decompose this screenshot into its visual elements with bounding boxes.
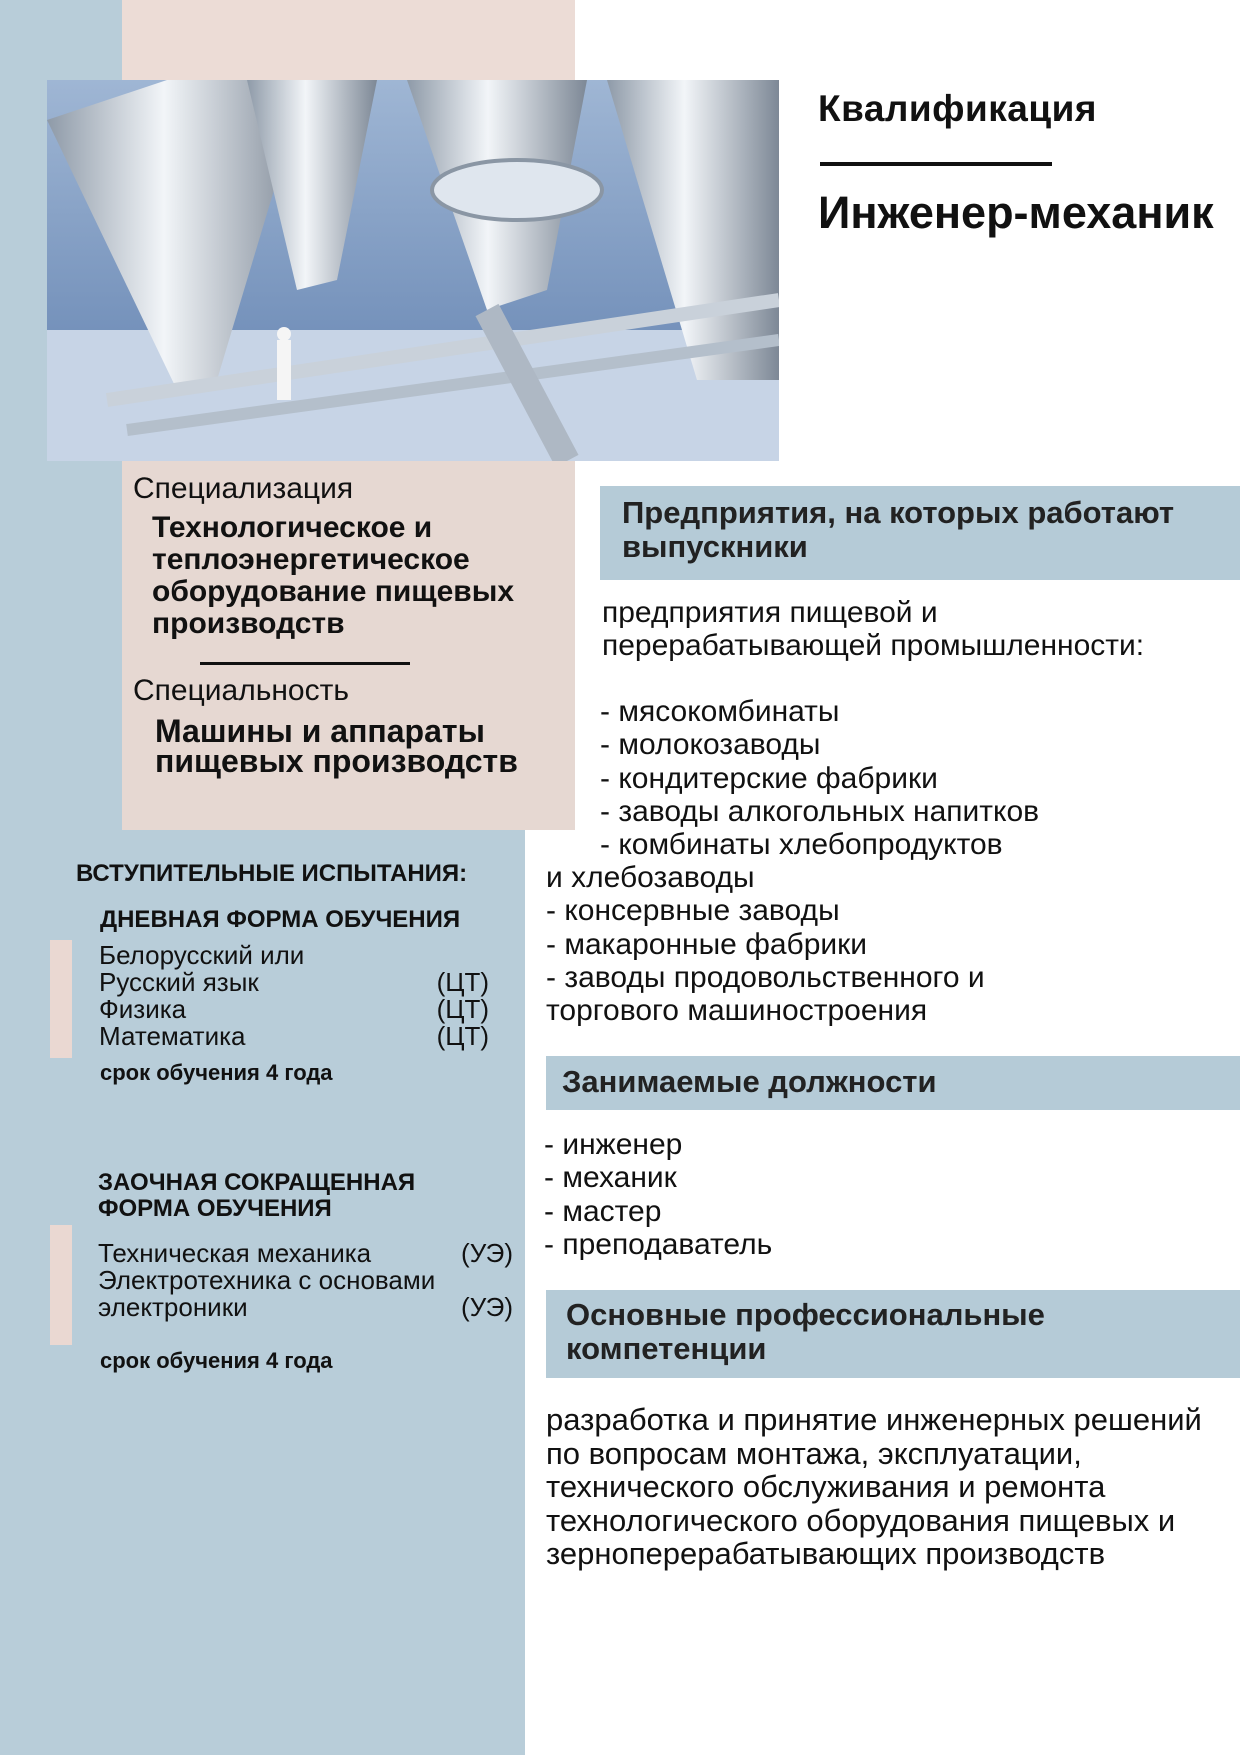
enterprises-list-continued — [546, 861, 985, 1027]
accent-strip — [50, 940, 72, 1058]
list-item: - механик — [544, 1161, 677, 1195]
positions-list — [544, 1128, 772, 1261]
accent-strip — [50, 1225, 72, 1345]
subject-row — [98, 1267, 513, 1294]
list-item: - мастер — [544, 1194, 662, 1228]
entrance-exams-title: ВСТУПИТЕЛЬНЫЕ ИСПЫТАНИЯ: — [76, 860, 468, 887]
subject-row — [99, 996, 489, 1023]
list-item: - кондитерские фабрики — [600, 761, 938, 795]
competencies-title: Основные профессиональные компетенции — [566, 1297, 1045, 1366]
competencies-text: разработка и принятие инженерных решений по вопросам монтажа, эксплуатации, технического обслуживания и ремонта технологического оборудования пищевых и зерноперерабатывающих производств — [546, 1402, 1202, 1571]
extramural-study-term: срок обучения 4 года — [100, 1348, 333, 1373]
subject-row — [99, 942, 489, 969]
subject-name: Техническая механика — [98, 1238, 372, 1268]
extramural-subjects-list — [98, 1240, 513, 1321]
subject-name: Русский язык — [99, 967, 259, 997]
list-item: - заводы алкогольных напитков — [600, 794, 1040, 828]
subject-row — [98, 1240, 513, 1267]
top-pink-panel — [122, 0, 575, 80]
subject-name: Белорусский или — [99, 940, 305, 970]
qualification-value: Инженер-механик — [818, 187, 1214, 238]
list-item: - мясокомбинаты — [600, 695, 840, 728]
qualification-label: Квалификация — [818, 88, 1097, 129]
positions-title: Занимаемые должности — [562, 1064, 937, 1099]
day-form-title: ДНЕВНАЯ ФОРМА ОБУЧЕНИЯ — [100, 906, 461, 933]
specialty-label: Специальность — [133, 674, 349, 707]
divider — [820, 162, 1052, 166]
list-item: - молокозаводы — [600, 728, 821, 762]
enterprises-intro: предприятия пищевой и перерабатывающей промышленности: — [602, 596, 1145, 662]
subject-type: (ЦТ) — [436, 994, 489, 1024]
list-item: - преподаватель — [544, 1227, 773, 1261]
enterprises-list — [600, 695, 1039, 861]
extramural-form-title: ЗАОЧНАЯ СОКРАЩЕННАЯ ФОРМА ОБУЧЕНИЯ — [98, 1169, 416, 1222]
list-item: - заводы продовольственного и — [546, 960, 985, 994]
divider — [200, 662, 410, 665]
list-item: - инженер — [544, 1128, 683, 1161]
day-study-term: срок обучения 4 года — [100, 1060, 333, 1085]
list-item: торгового машиностроения — [546, 994, 928, 1028]
list-item: - консервные заводы — [546, 894, 840, 928]
specialty-value: Машины и аппараты пищевых производств — [155, 713, 518, 779]
subject-row — [99, 969, 489, 996]
subject-name: Физика — [99, 994, 187, 1024]
specialization-value: Технологическое и теплоэнергетическое оборудование пищевых производств — [152, 511, 515, 640]
subject-type: (ЦТ) — [436, 967, 489, 997]
subject-name: электроники — [98, 1292, 248, 1322]
subject-type: (УЭ) — [461, 1238, 513, 1268]
subject-type: (ЦТ) — [436, 1021, 489, 1051]
day-subjects-list — [99, 942, 489, 1050]
list-item: - макаронные фабрики — [546, 927, 868, 961]
subject-row — [98, 1294, 513, 1321]
list-item: и хлебозаводы — [546, 861, 755, 894]
subject-name: Электротехника с основами — [98, 1265, 436, 1295]
specialization-label: Специализация — [133, 472, 354, 505]
factory-photo — [47, 80, 779, 461]
subject-type: (УЭ) — [461, 1292, 513, 1322]
subject-name: Математика — [99, 1021, 246, 1051]
enterprises-title: Предприятия, на которых работают выпускники — [622, 495, 1175, 564]
list-item: - комбинаты хлебопродуктов — [600, 828, 1003, 862]
subject-row — [99, 1023, 489, 1050]
